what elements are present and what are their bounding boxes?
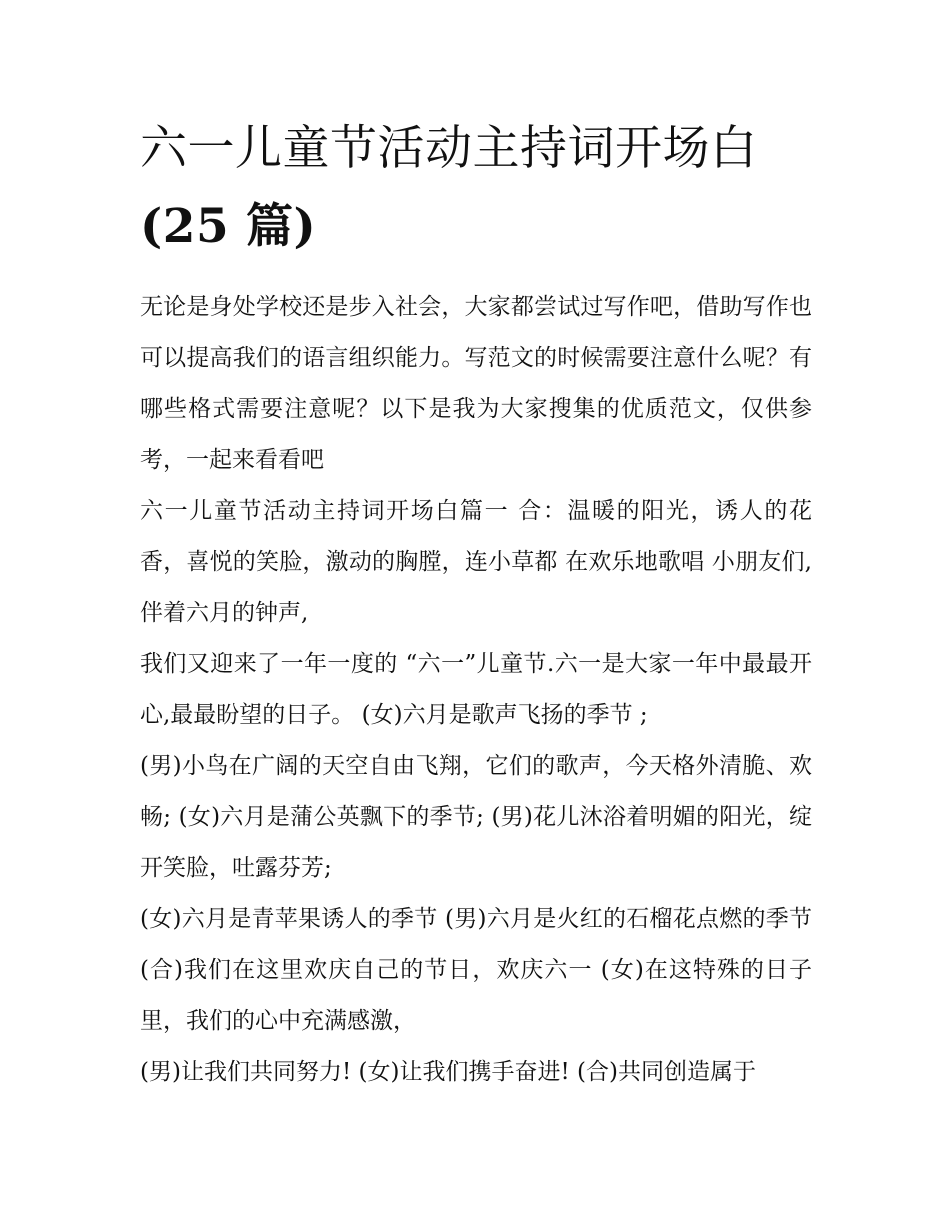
document-title bbox=[140, 110, 812, 266]
body-paragraph: 六一儿童节活动主持词开场白篇一 合：温暖的阳光，诱人的花香，喜悦的笑脸，激动的胸膛，连小草都 在欢乐地歌唱 小朋友们,伴着六月的钟声, bbox=[140, 498, 812, 626]
body-paragraph: (男)小鸟在广阔的天空自由飞翔，它们的歌声，今天格外清脆、欢 畅; (女)六月是蒲公英飘下的季节; (男)花儿沐浴着明媚的阳光，绽开笑脸，吐露芬芳; bbox=[140, 753, 812, 881]
document-page bbox=[140, 110, 812, 1098]
intro-paragraph: 无论是身处学校还是步入社会，大家都尝试过写作吧，借助写作也可以提高我们的语言组织能力。写范文的时候需要注意什么呢？有哪些格式需要注意呢？以下是我为大家搜集的优质范文，仅供参考，一起来看看吧 bbox=[140, 294, 812, 473]
document-body bbox=[140, 282, 812, 1098]
title-count: (25 篇) bbox=[140, 199, 317, 254]
title-main: 六一儿童节活动主持词开场白 bbox=[140, 121, 758, 176]
body-paragraph: (女)六月是青苹果诱人的季节 (男)六月是火红的石榴花点燃的季节 (合)我们在这里欢庆自己的节日，欢庆六一 (女)在这特殊的日子里，我们的心中充满感激， bbox=[140, 906, 812, 1034]
body-paragraph: (男)让我们共同努力! (女)让我们携手奋进! (合)共同创造属于 bbox=[140, 1059, 756, 1085]
body-paragraph: 我们又迎来了一年一度的 “六一”儿童节.六一是大家一年中最最开心,最最盼望的日子。 (女)六月是歌声飞扬的季节 ; bbox=[140, 651, 812, 728]
